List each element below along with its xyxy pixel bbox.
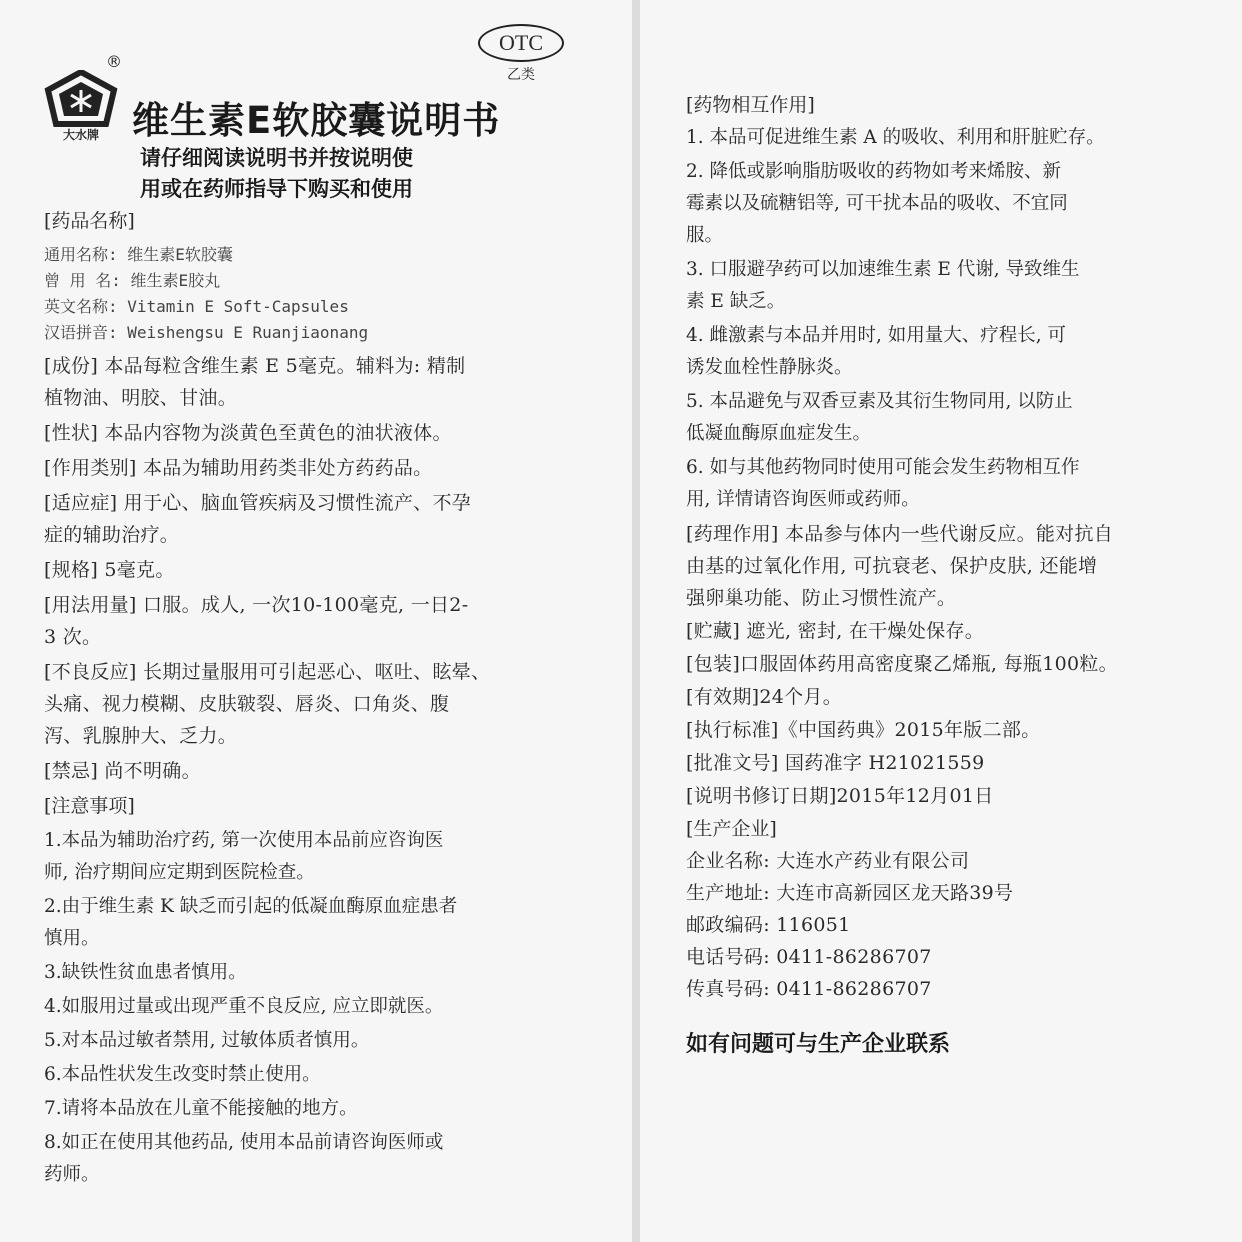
spec-tag: [规格] [44,559,99,581]
warning-line-2: 用或在药师指导下购买和使用 [140,177,413,201]
left-column [44,206,574,1191]
drug-name-heading: [药品名称] [44,210,135,232]
list-item: 霉素以及硫糖铝等, 可干扰本品的吸收、不宜同 [686,193,1068,214]
dosage-text-cont: 3 次。 [44,626,102,648]
list-item: 6.本品性状发生改变时禁止使用。 [44,1064,321,1085]
warning-line-1: 请仔细阅读说明书并按说明使 [140,146,413,170]
list-item: 慎用。 [44,928,100,949]
list-item: 8.如正在使用其他药品, 使用本品前请咨询医师或 [44,1132,444,1153]
contact-footer: 如有问题可与生产企业联系 [686,1032,951,1057]
list-item: 师, 治疗期间应定期到医院检查。 [44,862,315,883]
standard-section [686,714,1212,746]
validity-tag: [有效期] [686,686,760,708]
page-fold [632,0,640,1242]
list-item: 7.请将本品放在儿童不能接触的地方。 [44,1098,358,1119]
list-item: 4. 雌激素与本品并用时, 如用量大、疗程长, 可 [686,325,1067,346]
interactions-heading: [药物相互作用] [686,94,815,116]
list-item: 6. 如与其他药物同时使用可能会发生药物相互作 [686,457,1080,478]
warning-notice [140,143,520,205]
list-item: 药师。 [44,1164,100,1185]
adverse-section [44,656,574,688]
interactions-list [686,122,1212,516]
adverse-text: 长期过量服用可引起恶心、呕吐、眩晕、 [136,661,491,683]
spec-section [44,554,574,586]
indication-section [44,487,574,519]
validity-text: 24个月。 [759,686,843,708]
list-item: 1.本品为辅助治疗药, 第一次使用本品前应咨询医 [44,830,444,851]
fax-number: 传真号码: 0411-86286707 [686,978,932,1000]
package-tag: [包装] [686,653,741,675]
ingredients-text-cont: 植物油、明胶、甘油。 [44,387,238,409]
former-name: 曾 用 名: 维生素E胶丸 [44,271,221,290]
generic-name: 通用名称: 维生素E软胶囊 [44,245,233,264]
registered-mark: ® [106,52,122,71]
storage-tag: [贮藏] [686,620,741,642]
list-item: 3. 口服避孕药可以加速维生素 E 代谢, 导致维生 [686,259,1080,280]
precautions-heading: [注意事项] [44,795,135,817]
spec-text: 5毫克。 [98,559,175,581]
brand-logo-icon [44,70,118,128]
contra-text: 尚不明确。 [98,760,201,782]
appearance-tag: [性状] [44,422,99,444]
pharmacology-text: 本品参与体内一些代谢反应。能对抗自 [778,523,1114,545]
list-item: 用, 详情请咨询医师或药师。 [686,489,920,510]
phone-number: 电话号码: 0411-86286707 [686,946,932,968]
list-item: 5.对本品过敏者禁用, 过敏体质者慎用。 [44,1030,370,1051]
approval-tag: [批准文号] [686,752,779,774]
pharmacology-text-cont-2: 强卵巢功能、防止习惯性流产。 [686,587,957,609]
otc-class: 乙类 [507,67,535,83]
pinyin-name: 汉语拼音: Weishengsu E Ruanjiaonang [44,323,369,342]
pharmacology-section [686,518,1212,550]
package-text: 口服固体药用高密度聚乙烯瓶, 每瓶100粒。 [740,653,1118,675]
revision-text: 2015年12月01日 [836,785,994,807]
english-name: 英文名称: Vitamin E Soft-Capsules [44,297,349,316]
list-item: 3.缺铁性贫血患者慎用。 [44,962,247,983]
otc-block [478,24,564,84]
contra-tag: [禁忌] [44,760,99,782]
pharmacology-tag: [药理作用] [686,523,779,545]
approval-section [686,747,1212,779]
company-address: 生产地址: 大连市高新园区龙天路39号 [686,882,1014,904]
manufacturer-heading: [生产企业] [686,818,777,840]
dosage-section [44,589,574,621]
list-item: 素 E 缺乏。 [686,291,786,312]
standard-tag: [执行标准] [686,719,779,741]
ingredients-section [44,350,574,382]
category-tag: [作用类别] [44,457,137,479]
approval-text: 国药准字 H21021559 [778,752,985,774]
list-item: 2. 降低或影响脂肪吸收的药物如考来烯胺、新 [686,161,1062,182]
ingredients-tag: [成份] [44,355,99,377]
list-item: 2.由于维生素 K 缺乏而引起的低凝血酶原血症患者 [44,896,458,917]
postcode: 邮政编码: 116051 [686,914,851,936]
adverse-text-cont-2: 泻、乳腺肿大、乏力。 [44,725,238,747]
list-item: 1. 本品可促进维生素 A 的吸收、利用和肝脏贮存。 [686,127,1105,148]
standard-text: 《中国药典》2015年版二部。 [778,719,1041,741]
adverse-text-cont-1: 头痛、视力模糊、皮肤皲裂、唇炎、口角炎、腹 [44,693,450,715]
otc-badge: OTC [478,24,564,62]
appearance-section [44,417,574,449]
appearance-text: 本品内容物为淡黄色至黄色的油状液体。 [98,422,452,444]
storage-section [686,615,1212,647]
right-column [686,90,1212,1058]
dosage-tag: [用法用量] [44,594,137,616]
category-text: 本品为辅助用药类非处方药药品。 [136,457,433,479]
adverse-tag: [不良反应] [44,661,137,683]
company-name: 企业名称: 大连水产药业有限公司 [686,850,970,872]
list-item: 服。 [686,225,724,246]
validity-section [686,681,1212,713]
package-section [686,648,1212,680]
ingredients-text: 本品每粒含维生素 E 5毫克。辅料为: 精制 [98,355,466,377]
pharmacology-text-cont-1: 由基的过氧化作用, 可抗衰老、保护皮肤, 还能增 [686,555,1098,577]
indication-text: 用于心、脑血管疾病及习惯性流产、不孕 [117,492,472,514]
brand-logo-block [40,70,122,143]
category-section [44,452,574,484]
list-item: 诱发血栓性静脉炎。 [686,357,853,378]
storage-text: 遮光, 密封, 在干燥处保存。 [740,620,985,642]
precautions-list [44,825,574,1191]
list-item: 低凝血酶原血症发生。 [686,423,872,444]
indication-text-cont: 症的辅助治疗。 [44,524,180,546]
list-item: 4.如服用过量或出现严重不良反应, 应立即就医。 [44,996,444,1017]
indication-tag: [适应症] [44,492,118,514]
list-item: 5. 本品避免与双香豆素及其衍生物同用, 以防止 [686,391,1073,412]
contra-section [44,755,574,787]
revision-section [686,780,1212,812]
brand-name: 大水牌 [62,128,99,142]
document-title: 维生素E软胶囊说明书 [132,99,501,142]
dosage-text: 口服。成人, 一次10-100毫克, 一日2- [136,594,469,616]
revision-tag: [说明书修订日期] [686,785,837,807]
